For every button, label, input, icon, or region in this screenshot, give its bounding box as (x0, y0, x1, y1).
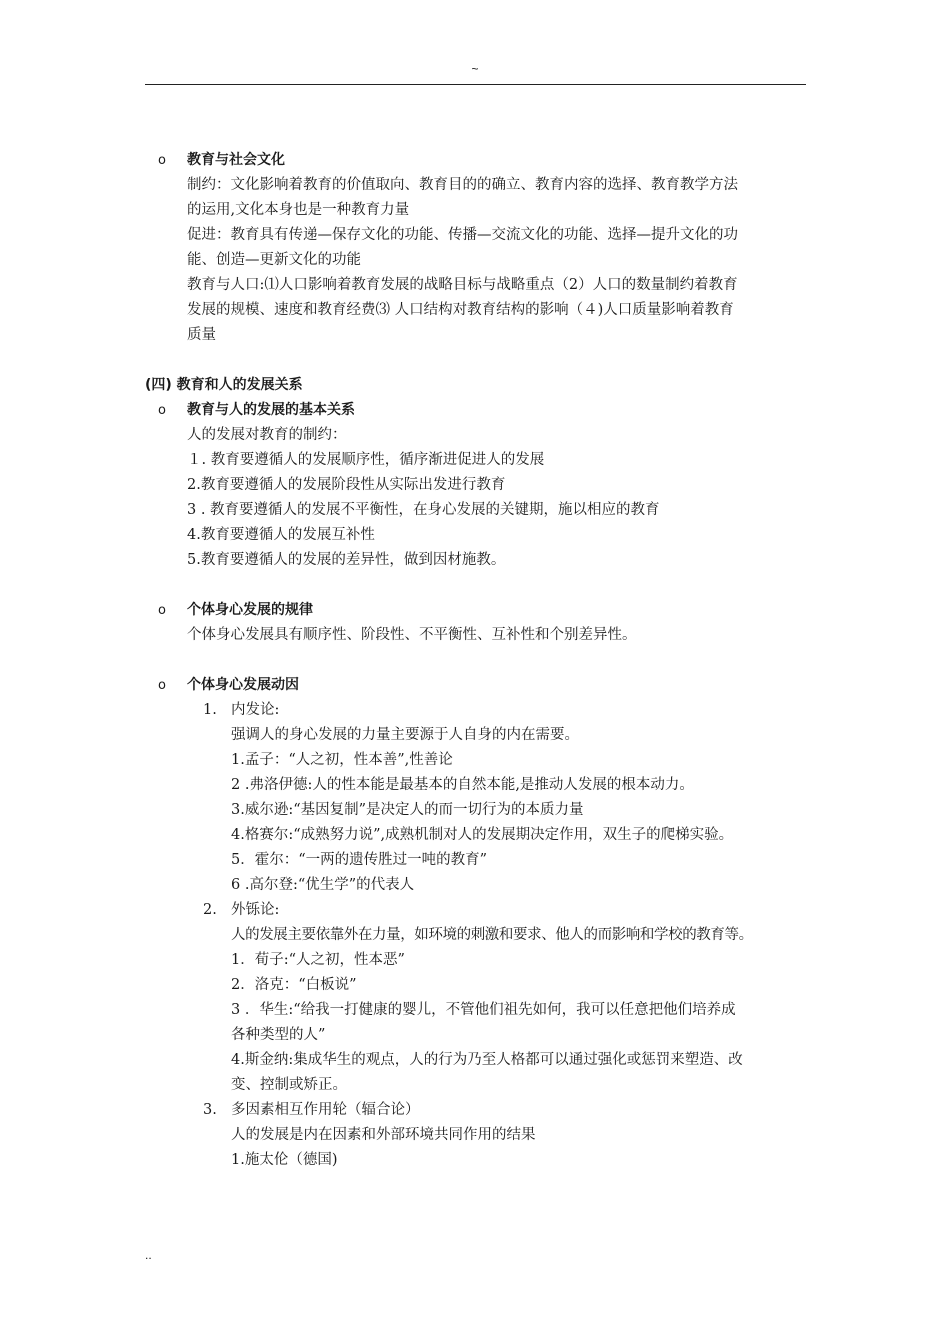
bullet-icon: o (158, 153, 166, 168)
body-line (0, 198, 950, 223)
bullet-icon: o (158, 678, 166, 693)
section-heading-row (0, 148, 950, 173)
section-heading-row (0, 673, 950, 698)
list-item-text: 2 .弗洛伊德:人的性本能是最基本的自然本能,是推动人发展的根本动力。 (231, 777, 694, 793)
section-heading: 教育与人的发展的基本关系 (187, 402, 355, 418)
chapter-title: (四) 教育和人的发展关系 (145, 377, 303, 393)
body-text: 个体身心发展具有顺序性、阶段性、不平衡性、互补性和个别差异性。 (187, 627, 637, 643)
body-text: 的运用,文化本身也是一种教育力量 (187, 202, 410, 218)
body-text: 质量 (187, 327, 216, 343)
list-item-text: 4.斯金纳:集成华生的观点，人的行为乃至人格都可以通过强化或惩罚来塑造、改 (231, 1052, 743, 1068)
list-item-text: １. 教育要遵循人的发展顺序性，循序渐进促进人的发展 (187, 452, 545, 468)
list-item-text: 1.施太伦（德国) (231, 1152, 338, 1168)
body-line (0, 223, 950, 248)
list-item (0, 798, 950, 823)
list-item-text: 1．荀子:“人之初，性本恶” (231, 952, 405, 968)
list-item-text: 5．霍尔：“一两的遗传胜过一吨的教育” (231, 852, 488, 868)
body-text: 人的发展主要依靠外在力量，如环境的刺激和要求、他人的而影响和学校的教育等。 (231, 927, 753, 943)
header-rule (145, 84, 806, 85)
body-text: 制约：文化影响着教育的价值取向、教育目的的确立、教育内容的选择、教育教学方法 (187, 177, 738, 193)
list-item-text: 2.教育要遵循人的发展阶段性从实际出发进行教育 (187, 477, 506, 493)
body-text: 人的发展对教育的制约： (187, 427, 347, 443)
body-line (0, 423, 950, 448)
list-item (0, 1048, 950, 1073)
list-item (0, 448, 950, 473)
list-item (0, 1148, 950, 1173)
list-item (0, 498, 950, 523)
body-line (0, 298, 950, 323)
list-item (0, 1073, 950, 1098)
section-heading-row (0, 398, 950, 423)
list-item (0, 848, 950, 873)
list-item (0, 473, 950, 498)
list-item-text: 各种类型的人” (231, 1027, 326, 1043)
list-item (0, 998, 950, 1023)
list-item (0, 523, 950, 548)
list-item-text: 4.教育要遵循人的发展互补性 (187, 527, 375, 543)
body-text: 人的发展是内在因素和外部环境共同作用的结果 (231, 1127, 536, 1143)
sub-number: 1. (203, 702, 217, 718)
footer-mark: .. (145, 1248, 152, 1262)
list-item-text: 6 .高尔登:“优生学”的代表人 (231, 877, 415, 893)
section-heading: 个体身心发展动因 (187, 677, 299, 693)
body-line (0, 1123, 950, 1148)
list-item (0, 773, 950, 798)
body-line (0, 248, 950, 273)
numbered-subheading (0, 1098, 950, 1123)
body-text: 教育与人口:⑴人口影响着教育发展的战略目标与战略重点（2）人口的数量制约着教育 (187, 277, 738, 293)
list-item-text: 4.格赛尔:“成熟努力说”,成熟机制对人的发展期决定作用，双生子的爬梯实验。 (231, 827, 734, 843)
body-line (0, 323, 950, 348)
list-item (0, 973, 950, 998)
header-mark: ~ (471, 62, 479, 76)
list-item-text: 1.孟子：“人之初，性本善”,性善论 (231, 752, 453, 768)
body-text: 促进：教育具有传递—保存文化的功能、传播—交流文化的功能、选择—提升文化的功 (187, 227, 738, 243)
list-item (0, 1023, 950, 1048)
sub-number: 2. (203, 902, 217, 918)
body-line (0, 623, 950, 648)
sub-title: 多因素相互作用轮（辐合论） (231, 1102, 420, 1118)
section-heading-row (0, 598, 950, 623)
section-heading: 教育与社会文化 (187, 152, 285, 168)
list-item (0, 948, 950, 973)
body-line (0, 173, 950, 198)
bullet-icon: o (158, 403, 166, 418)
body-line (0, 273, 950, 298)
sub-title: 外铄论: (231, 902, 280, 918)
sub-number: 3. (203, 1102, 217, 1118)
chapter-title-row (0, 373, 950, 398)
list-item-text: 3 ．华生:“给我一打健康的婴儿，不管他们祖先如何，我可以任意把他们培养成 (231, 1002, 736, 1018)
body-text: 发展的规模、速度和教育经费⑶ 人口结构对教育结构的影响（４)人口质量影响着教育 (187, 302, 734, 318)
list-item-text: 3 . 教育要遵循人的发展不平衡性，在身心发展的关键期，施以相应的教育 (187, 502, 660, 518)
list-item (0, 548, 950, 573)
body-line (0, 723, 950, 748)
bullet-icon: o (158, 603, 166, 618)
list-item-text: 2．洛克：“白板说” (231, 977, 357, 993)
list-item (0, 748, 950, 773)
list-item (0, 823, 950, 848)
body-line (0, 923, 950, 948)
body-text: 能、创造—更新文化的功能 (187, 252, 361, 268)
numbered-subheading (0, 898, 950, 923)
numbered-subheading (0, 698, 950, 723)
list-item-text: 变、控制或矫正。 (231, 1077, 347, 1093)
section-heading: 个体身心发展的规律 (187, 602, 313, 618)
list-item-text: 5.教育要遵循人的发展的差异性，做到因材施教。 (187, 552, 506, 568)
list-item (0, 873, 950, 898)
body-text: 强调人的身心发展的力量主要源于人自身的内在需要。 (231, 727, 579, 743)
document-body (0, 148, 950, 1173)
list-item-text: 3.威尔逊:“基因复制”是决定人的而一切行为的本质力量 (231, 802, 584, 818)
sub-title: 内发论: (231, 702, 280, 718)
